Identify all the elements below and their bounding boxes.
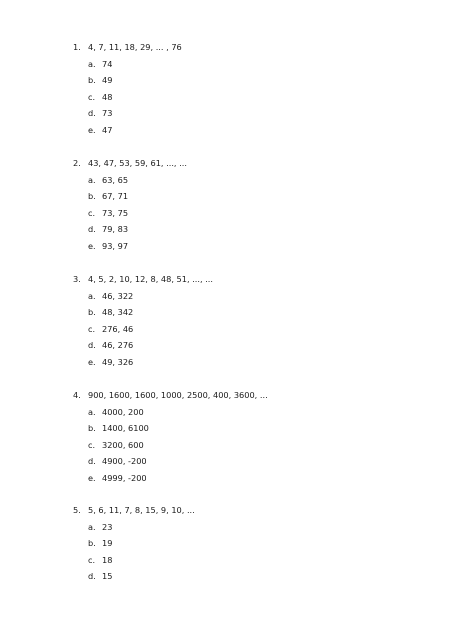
option-text: 4999, -200 xyxy=(102,472,147,483)
option-b xyxy=(73,72,453,89)
question-number: 4. xyxy=(73,390,81,400)
option-letter: b. xyxy=(88,75,96,85)
option-letter: d. xyxy=(88,456,96,466)
option-text: 276, 46 xyxy=(102,323,134,334)
option-text: 18 xyxy=(102,554,113,565)
option-letter: c. xyxy=(88,207,96,218)
option-text: 46, 276 xyxy=(102,340,134,350)
question-stem xyxy=(73,155,453,172)
option-b xyxy=(73,535,453,552)
question-text: 4, 7, 11, 18, 29, ... , 76 xyxy=(88,42,182,52)
question-number: 1. xyxy=(73,42,81,52)
option-list xyxy=(73,172,453,255)
option-letter: a. xyxy=(88,174,96,185)
question-text: 43, 47, 53, 59, 61, ..., ... xyxy=(88,158,187,168)
option-c xyxy=(73,89,453,106)
option-b xyxy=(73,420,453,437)
option-letter: d. xyxy=(88,224,96,234)
option-letter: c. xyxy=(88,91,96,102)
option-text: 1400, 6100 xyxy=(102,423,149,433)
option-letter: b. xyxy=(88,191,96,201)
question-number: 3. xyxy=(73,274,81,284)
option-e xyxy=(73,470,453,487)
option-text: 23 xyxy=(102,521,113,532)
option-a xyxy=(73,56,453,73)
question-text: 900, 1600, 1600, 1000, 2500, 400, 3600, ... xyxy=(88,390,268,400)
option-letter: b. xyxy=(88,538,96,548)
option-letter: e. xyxy=(88,124,96,135)
question-3 xyxy=(73,271,453,370)
question-stem xyxy=(73,502,453,519)
option-text: 3200, 600 xyxy=(102,439,144,450)
option-d xyxy=(73,337,453,354)
question-number: 2. xyxy=(73,158,81,168)
option-text: 19 xyxy=(102,538,113,548)
option-text: 73 xyxy=(102,108,113,118)
question-2 xyxy=(73,155,453,254)
question-5 xyxy=(73,502,453,585)
option-letter: e. xyxy=(88,240,96,251)
option-letter: a. xyxy=(88,406,96,417)
option-list xyxy=(73,288,453,371)
option-letter: c. xyxy=(88,554,96,565)
option-text: 4000, 200 xyxy=(102,406,144,417)
option-d xyxy=(73,221,453,238)
option-text: 47 xyxy=(102,124,113,135)
question-number: 5. xyxy=(73,505,81,515)
option-c xyxy=(73,437,453,454)
option-text: 48, 342 xyxy=(102,307,134,317)
option-a xyxy=(73,404,453,421)
option-text: 93, 97 xyxy=(102,240,129,251)
option-text: 67, 71 xyxy=(102,191,129,201)
option-d xyxy=(73,105,453,122)
option-text: 4900, -200 xyxy=(102,456,147,466)
option-text: 46, 322 xyxy=(102,290,134,301)
option-a xyxy=(73,519,453,536)
option-letter: d. xyxy=(88,108,96,118)
option-b xyxy=(73,304,453,321)
question-stem xyxy=(73,387,453,404)
option-list xyxy=(73,404,453,487)
option-c xyxy=(73,205,453,222)
option-letter: d. xyxy=(88,571,96,581)
option-e xyxy=(73,354,453,371)
option-d xyxy=(73,453,453,470)
question-text: 5, 6, 11, 7, 8, 15, 9, 10, ... xyxy=(88,505,195,515)
question-stem xyxy=(73,271,453,288)
option-a xyxy=(73,288,453,305)
question-1 xyxy=(73,39,453,138)
option-letter: c. xyxy=(88,439,96,450)
option-list xyxy=(73,519,453,585)
option-e xyxy=(73,122,453,139)
option-text: 48 xyxy=(102,91,113,102)
question-text: 4, 5, 2, 10, 12, 8, 48, 51, ..., ... xyxy=(88,274,213,284)
option-letter: e. xyxy=(88,356,96,367)
question-4 xyxy=(73,387,453,486)
question-stem xyxy=(73,39,453,56)
option-e xyxy=(73,238,453,255)
option-text: 79, 83 xyxy=(102,224,129,234)
option-b xyxy=(73,188,453,205)
option-text: 49, 326 xyxy=(102,356,134,367)
option-c xyxy=(73,321,453,338)
option-letter: b. xyxy=(88,307,96,317)
option-text: 15 xyxy=(102,571,113,581)
option-letter: c. xyxy=(88,323,96,334)
option-letter: b. xyxy=(88,423,96,433)
option-text: 49 xyxy=(102,75,113,85)
option-text: 74 xyxy=(102,58,113,69)
option-text: 63, 65 xyxy=(102,174,129,185)
option-letter: a. xyxy=(88,290,96,301)
option-d xyxy=(73,568,453,585)
option-letter: d. xyxy=(88,340,96,350)
option-letter: e. xyxy=(88,472,96,483)
option-c xyxy=(73,552,453,569)
option-letter: a. xyxy=(88,521,96,532)
option-text: 73, 75 xyxy=(102,207,129,218)
option-a xyxy=(73,172,453,189)
option-list xyxy=(73,56,453,139)
option-letter: a. xyxy=(88,58,96,69)
